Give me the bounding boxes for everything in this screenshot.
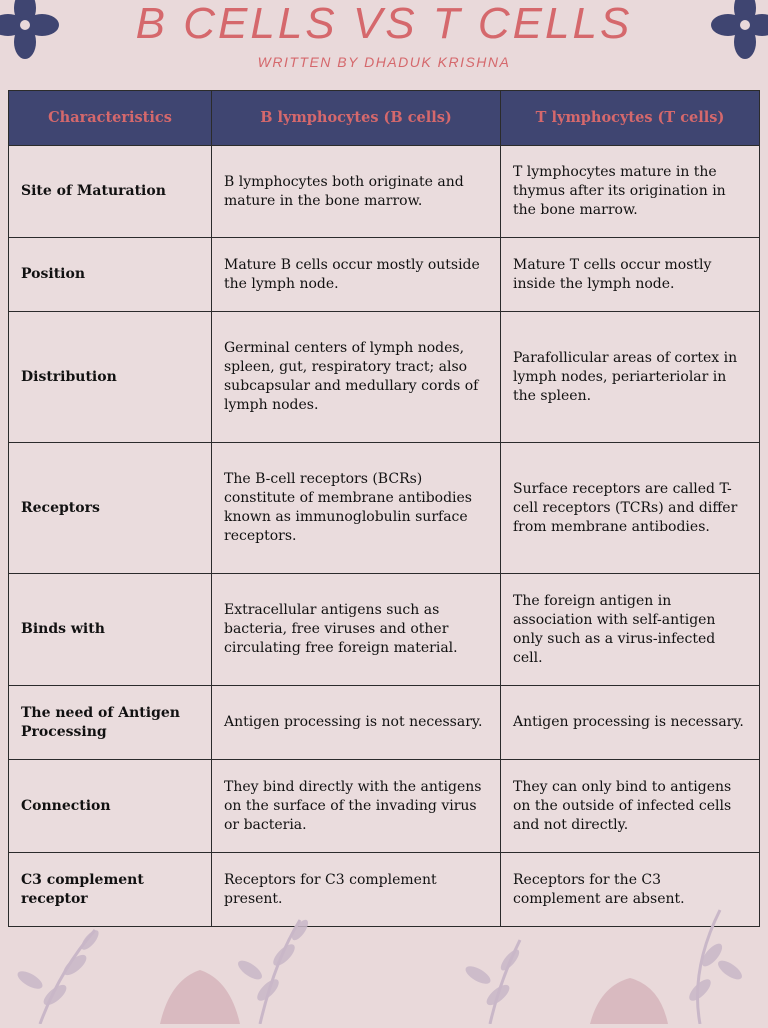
page-title: B CELLS VS T CELLS [135, 0, 633, 48]
column-header: Characteristics [9, 91, 212, 146]
table-row [9, 686, 760, 760]
b-cell-value: B lymphocytes both originate and mature in the bone marrow. [212, 146, 501, 238]
t-cell-value: Parafollicular areas of cortex in lymph nodes, periarteriolar in the spleen. [501, 312, 760, 443]
row-characteristic: Connection [9, 760, 212, 853]
b-cell-value: Extracellular antigens such as bacteria, free viruses and other circulating free foreign material. [212, 574, 501, 686]
b-cell-value: Mature B cells occur mostly outside the lymph node. [212, 238, 501, 312]
row-characteristic: C3 complement receptor [9, 853, 212, 927]
table-header-row [9, 91, 760, 146]
b-cell-value: Receptors for C3 complement present. [212, 853, 501, 927]
table-row [9, 146, 760, 238]
row-characteristic: Distribution [9, 312, 212, 443]
row-characteristic: The need of Antigen Processing [9, 686, 212, 760]
author-byline: WRITTEN BY DHADUK KRISHNA [257, 54, 511, 70]
table-row [9, 443, 760, 574]
table-row [9, 760, 760, 853]
b-cell-value: The B-cell receptors (BCRs) constitute of membrane antibodies known as immunoglobulin surface receptors. [212, 443, 501, 574]
table-row [9, 312, 760, 443]
comparison-table [8, 90, 760, 927]
column-header: T lymphocytes (T cells) [501, 91, 760, 146]
row-characteristic: Position [9, 238, 212, 312]
b-cell-value: Germinal centers of lymph nodes, spleen, gut, respiratory tract; also subcapsular and medullary cords of lymph nodes. [212, 312, 501, 443]
t-cell-value: Mature T cells occur mostly inside the lymph node. [501, 238, 760, 312]
b-cell-value: Antigen processing is not necessary. [212, 686, 501, 760]
t-cell-value: They can only bind to antigens on the outside of infected cells and not directly. [501, 760, 760, 853]
t-cell-value: T lymphocytes mature in the thymus after its origination in the bone marrow. [501, 146, 760, 238]
b-cell-value: They bind directly with the antigens on the surface of the invading virus or bacteria. [212, 760, 501, 853]
t-cell-value: Surface receptors are called T-cell receptors (TCRs) and differ from membrane antibodies. [501, 443, 760, 574]
table-row [9, 574, 760, 686]
table-row [9, 238, 760, 312]
t-cell-value: Receptors for the C3 complement are absent. [501, 853, 760, 927]
row-characteristic: Site of Maturation [9, 146, 212, 238]
t-cell-value: The foreign antigen in association with self-antigen only such as a virus-infected cell. [501, 574, 760, 686]
row-characteristic: Binds with [9, 574, 212, 686]
row-characteristic: Receptors [9, 443, 212, 574]
leaf-decoration [0, 900, 768, 1028]
t-cell-value: Antigen processing is necessary. [501, 686, 760, 760]
column-header: B lymphocytes (B cells) [212, 91, 501, 146]
